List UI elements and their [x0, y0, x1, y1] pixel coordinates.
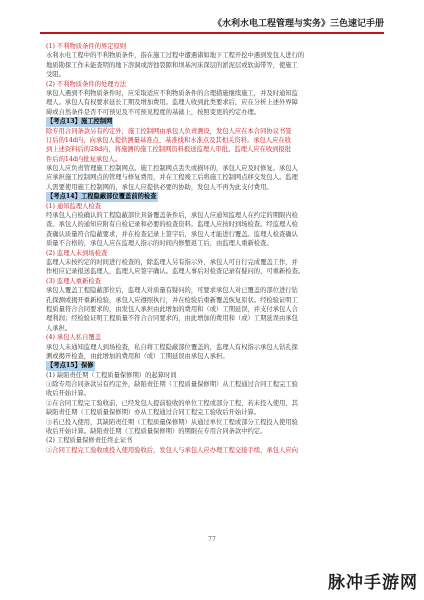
- line-text: ①合同工程完工验收或投入使用验收后，发包人与承包人应办理工程交接手续，承包人应向: [46, 446, 298, 454]
- line-text: 【考点14】工程隐蔽部位覆盖前的检查: [47, 193, 157, 201]
- text-line: [46, 164, 378, 173]
- line-text: 监理人未按约定的时间进行检查的，除监理人另有指示外，承包人可自行完成覆盖工作，并: [46, 258, 298, 266]
- subheading: [46, 42, 378, 51]
- line-text: (1) 缺陷责任期（工程质量保修期）的起算时间: [46, 371, 177, 379]
- text-line: [46, 70, 378, 79]
- line-text: 经承包人自检确认的工程隐蔽部位具备覆盖条件后，承包人应通知监理人在约定的期限内检: [46, 212, 298, 220]
- line-text: ①除专用合同条款另有约定外，缺陷责任期（工程质量保修期）从工程通过合同工程完工验: [46, 381, 298, 389]
- section-heading: [46, 192, 378, 201]
- line-text: ③若已投入使用，其缺陷责任期（工程质量保修期）从通过单位工程或部分工程投入使用验: [46, 418, 298, 426]
- line-text: (3) 监理人重新检查: [46, 277, 101, 285]
- text-line: [46, 183, 378, 192]
- line-text: 人承担。: [46, 324, 72, 332]
- page-number: 77: [208, 536, 216, 543]
- subheading: [46, 333, 378, 342]
- text-line: [46, 399, 378, 408]
- text-line: [46, 418, 378, 427]
- text-line: [46, 220, 378, 229]
- line-text: 件后的14d内批复承包人。: [46, 155, 122, 163]
- text-line: [46, 352, 378, 361]
- text-line: [46, 427, 378, 436]
- text-line: [46, 446, 378, 455]
- section-heading: [46, 117, 378, 126]
- watermark: [290, 566, 418, 594]
- line-text: 承包人未通知监理人到场检查，私自将工程隐蔽部位覆盖的，监理人有权指示承包人钻孔探: [46, 343, 298, 351]
- text-line: [46, 51, 378, 60]
- line-text: 查确认质量符合隐蔽要求，并在检查记录上签字后，承包人才能进行覆盖。监理人检查确认: [46, 230, 298, 238]
- line-text: 质量不合格的，承包人应在监理人指示的时间内修整返工后，由监理人重新检查。: [46, 240, 273, 248]
- section-heading: [46, 361, 378, 370]
- subheading: [46, 80, 378, 89]
- text-line: [46, 408, 378, 417]
- line-text: 除专用合同条款另有约定外，施工控制网由承包人负责测设，发包人应在本合同协议书签: [46, 127, 292, 135]
- line-text: (1) 通知监理人检查: [46, 202, 101, 210]
- line-text: 理利润；经检验证明工程质量不符合合同要求的，由此增加的费用和（或）工期延误由承包: [46, 315, 298, 323]
- text-line: [46, 98, 378, 107]
- line-text: 承包人遇到不利物质条件时，应采取适应不利物质条件的合理措施继续施工，并及时通知监: [46, 89, 298, 97]
- line-text: 到上述资料后的28d内，将施测的施工控制网资料报送监理人审批。监理人应在收到报批: [46, 146, 292, 154]
- line-text: 收后开始计算。缺陷责任期（工程质量保修期）的期限在专用合同条款中约定。: [46, 428, 267, 436]
- text-line: [46, 61, 378, 70]
- subheading: [46, 277, 378, 286]
- line-text: 承包人覆盖工程隐蔽部位后，监理人对质量有疑问的，可要求承包人对已覆盖的部位进行钻: [46, 287, 298, 295]
- line-text: (2) 不利物质条件的处理方法: [46, 80, 127, 88]
- text-line: [46, 89, 378, 98]
- line-text: 理人。承包人有权要求延长工期及增加费用。监理人收到此类要求后，应在分析上述外界障: [46, 99, 298, 107]
- text-line: [46, 286, 378, 295]
- line-text: 地质勘探工作未能查明的地下溶洞或溶蚀裂隙和坝基河床深层的淤泥层或软弱带等，使施工: [46, 61, 298, 69]
- text-line: [46, 389, 378, 398]
- text-line: [46, 108, 378, 117]
- text-line: [46, 267, 378, 276]
- text-line: [46, 145, 378, 154]
- text-line: [46, 324, 378, 333]
- text-line: [46, 380, 378, 389]
- subheading: [46, 202, 378, 211]
- line-text: (4) 承包人私自覆盖: [46, 334, 101, 342]
- line-text: 收后开始计算。: [46, 390, 91, 398]
- header-rule: [40, 32, 384, 34]
- line-text: 承包人应负责管理施工控制网点。施工控制网点丢失或损坏的，承包人应及时修复。承包人: [46, 165, 298, 173]
- text-line: [46, 314, 378, 323]
- line-text: (2) 监理人未到场检查: [46, 249, 108, 257]
- page-body: [46, 42, 378, 455]
- line-text: 人需要使用施工控制网的，承包人应提供必要的协助，发包人不再为此支付费用。: [46, 183, 273, 191]
- text-line: [46, 155, 378, 164]
- subheading: [46, 249, 378, 258]
- text-line: [46, 343, 378, 352]
- line-text: 缺陷责任期（工程质量保修期）亦从工程通过合同工程完工验收后开始计算。: [46, 409, 261, 417]
- line-text: 查。承包人的通知应附有自检记录和必要的检查资料。监理人应按时到场检查。经监理人检: [46, 221, 298, 229]
- text-line: [46, 296, 378, 305]
- text-line: [46, 211, 378, 220]
- text-line: [46, 436, 378, 445]
- line-text: 订后的14d内，向承包人提供测量基准点、基准线和水准点及其相关资料。承包人应在收: [46, 136, 292, 144]
- text-line: [46, 239, 378, 248]
- running-title: 《水利水电工程管理与实务》三色速记手册: [212, 19, 384, 29]
- line-text: 碍或自然条件是否不可预见及不可预见程度的基础上，按照变更的约定办理。: [46, 108, 261, 116]
- text-line: [46, 230, 378, 239]
- line-text: 【考点13】施工控制网: [47, 118, 113, 126]
- line-text: 受阻。: [46, 71, 65, 79]
- line-text: (2) 工程质量保修责任终止证书: [46, 437, 133, 445]
- text-line: [46, 305, 378, 314]
- line-text: 程质量符合合同要求的，由发包人承担由此增加的费用和（或）工期延误，并支付承包人合: [46, 305, 298, 313]
- text-line: [46, 127, 378, 136]
- line-text: (1) 不利物质条件的界定原则: [46, 43, 127, 50]
- line-text: 【考点15】保修: [47, 362, 94, 370]
- watermark-text: 脉冲手游网: [328, 572, 418, 593]
- text-line: [46, 371, 378, 380]
- line-text: 测或揭开检查，由此增加的费用和（或）工期延误由承包人承担。: [46, 352, 229, 360]
- page-header: [40, 6, 384, 42]
- text-line: [46, 258, 378, 267]
- text-line: [46, 173, 378, 182]
- line-text: 孔探测或揭开重新检验，承包人应遵照执行，并在检验后重新覆盖恢复原状。经检验证明工: [46, 296, 298, 304]
- line-text: ②在合同工程完工验收前，已经发包人提前验收的单位工程或部分工程，若未投入使用，其: [46, 399, 298, 407]
- line-text: 应承担施工控制网点的管理与修复费用，并在工程竣工后将施工控制网点移交发包人。监理: [46, 174, 298, 182]
- text-line: [46, 136, 378, 145]
- line-text: 作相应记录报送监理人，监理人应签字确认。监理人事后对检查记录有疑问的，可重新检查。: [46, 268, 305, 276]
- line-text: 水利水电工程中的不利物质条件，指在施工过程中遭遇诸如地下工程开挖中遇到发包人进行的: [46, 52, 305, 60]
